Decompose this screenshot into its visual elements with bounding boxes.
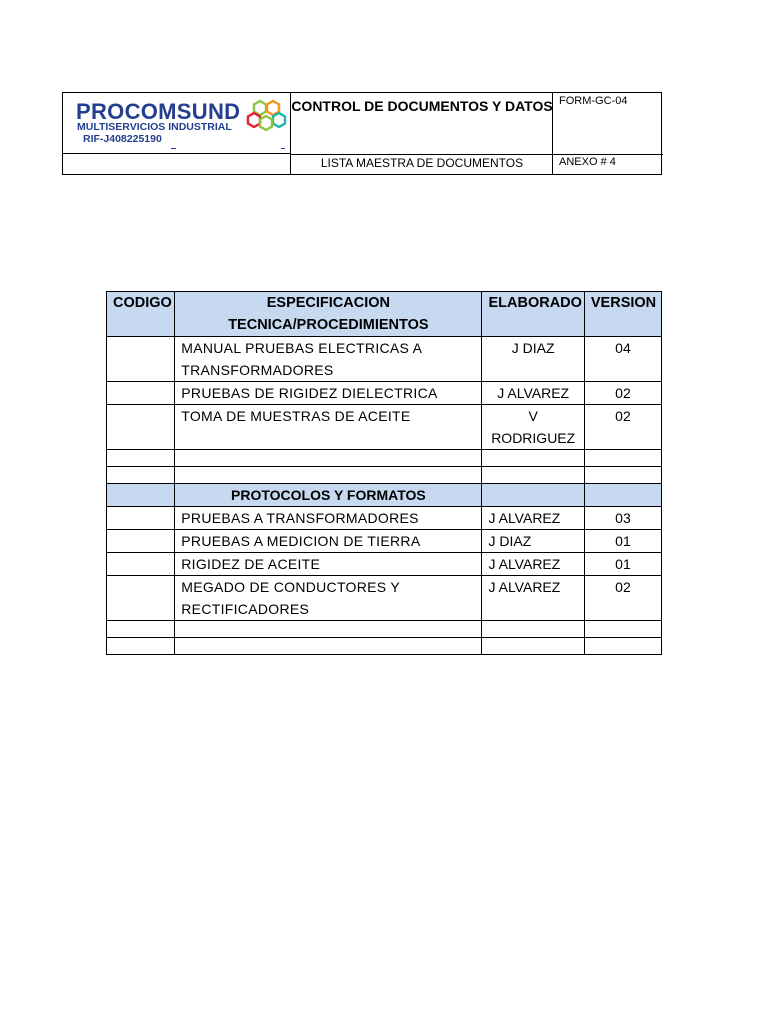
cell-version: 02: [584, 382, 661, 405]
cell-elaborado: J ALVAREZ: [482, 553, 584, 576]
logo-underline: [171, 148, 176, 149]
table-row: [107, 405, 662, 450]
cell-elaborado: J DIAZ: [482, 530, 584, 553]
cell-version: 02: [584, 405, 661, 450]
anexo-number: ANEXO # 4: [559, 156, 616, 168]
cell-codigo: [107, 507, 175, 530]
section-title: PROTOCOLOS Y FORMATOS: [175, 484, 482, 507]
hexagon-logo-icon: [246, 98, 290, 142]
empty-row: [107, 638, 662, 655]
cell-especificacion: TOMA DE MUESTRAS DE ACEITE: [175, 405, 482, 450]
cell-elaborado: J DIAZ: [482, 337, 584, 382]
cell-codigo: [107, 405, 175, 450]
cell-especificacion: MEGADO DE CONDUCTORES Y RECTIFICADORES: [175, 576, 482, 621]
table-row: [107, 382, 662, 405]
table-row: [107, 530, 662, 553]
cell-especificacion: PRUEBAS DE RIGIDEZ DIELECTRICA: [175, 382, 482, 405]
cell-version: 01: [584, 530, 661, 553]
document-subtitle: LISTA MAESTRA DE DOCUMENTOS: [320, 156, 524, 170]
cell-elaborado: J ALVAREZ: [482, 382, 584, 405]
column-header-codigo: CODIGO: [107, 292, 175, 337]
empty-row: [107, 450, 662, 467]
cell-especificacion: RIGIDEZ DE ACEITE: [175, 553, 482, 576]
table-row: [107, 507, 662, 530]
table-row: [107, 553, 662, 576]
cell-version: 03: [584, 507, 661, 530]
empty-row: [107, 467, 662, 484]
table-row: [107, 576, 662, 621]
column-header-especificacion: ESPECIFICACION TECNICA/PROCEDIMIENTOS: [175, 292, 482, 337]
logo-subtitle: MULTISERVICIOS INDUSTRIAL: [77, 121, 232, 133]
document-title: CONTROL DE DOCUMENTOS Y DATOS: [291, 98, 553, 114]
cell-elaborado: J ALVAREZ: [482, 507, 584, 530]
logo-underline: [281, 148, 285, 149]
cell-especificacion: PRUEBAS A MEDICION DE TIERRA: [175, 530, 482, 553]
cell-version: 01: [584, 553, 661, 576]
column-header-elaborado: ELABORADO: [482, 292, 584, 337]
cell-elaborado: V RODRIGUEZ: [482, 405, 584, 450]
header-divider: [290, 154, 663, 155]
cell-codigo: [107, 382, 175, 405]
table-row: [107, 337, 662, 382]
cell-codigo: [107, 576, 175, 621]
table-header-row: [107, 292, 662, 337]
cell-especificacion: PRUEBAS A TRANSFORMADORES: [175, 507, 482, 530]
logo-rif: RIF-J408225190: [83, 133, 162, 145]
column-header-version: VERSION: [584, 292, 661, 337]
cell-codigo: [107, 553, 175, 576]
cell-codigo: [107, 337, 175, 382]
form-code: FORM-GC-04: [559, 95, 628, 107]
cell-especificacion: MANUAL PRUEBAS ELECTRICAS A TRANSFORMADORES: [175, 337, 482, 382]
company-logo: [63, 93, 290, 175]
master-document-table: [106, 291, 662, 655]
document-header: [62, 92, 662, 175]
empty-row: [107, 621, 662, 638]
cell-version: 04: [584, 337, 661, 382]
cell-version: 02: [584, 576, 661, 621]
cell-elaborado: J ALVAREZ: [482, 576, 584, 621]
cell-codigo: [107, 530, 175, 553]
section-header-row: [107, 484, 662, 507]
logo-brand: PROCOMSUND: [76, 99, 241, 124]
